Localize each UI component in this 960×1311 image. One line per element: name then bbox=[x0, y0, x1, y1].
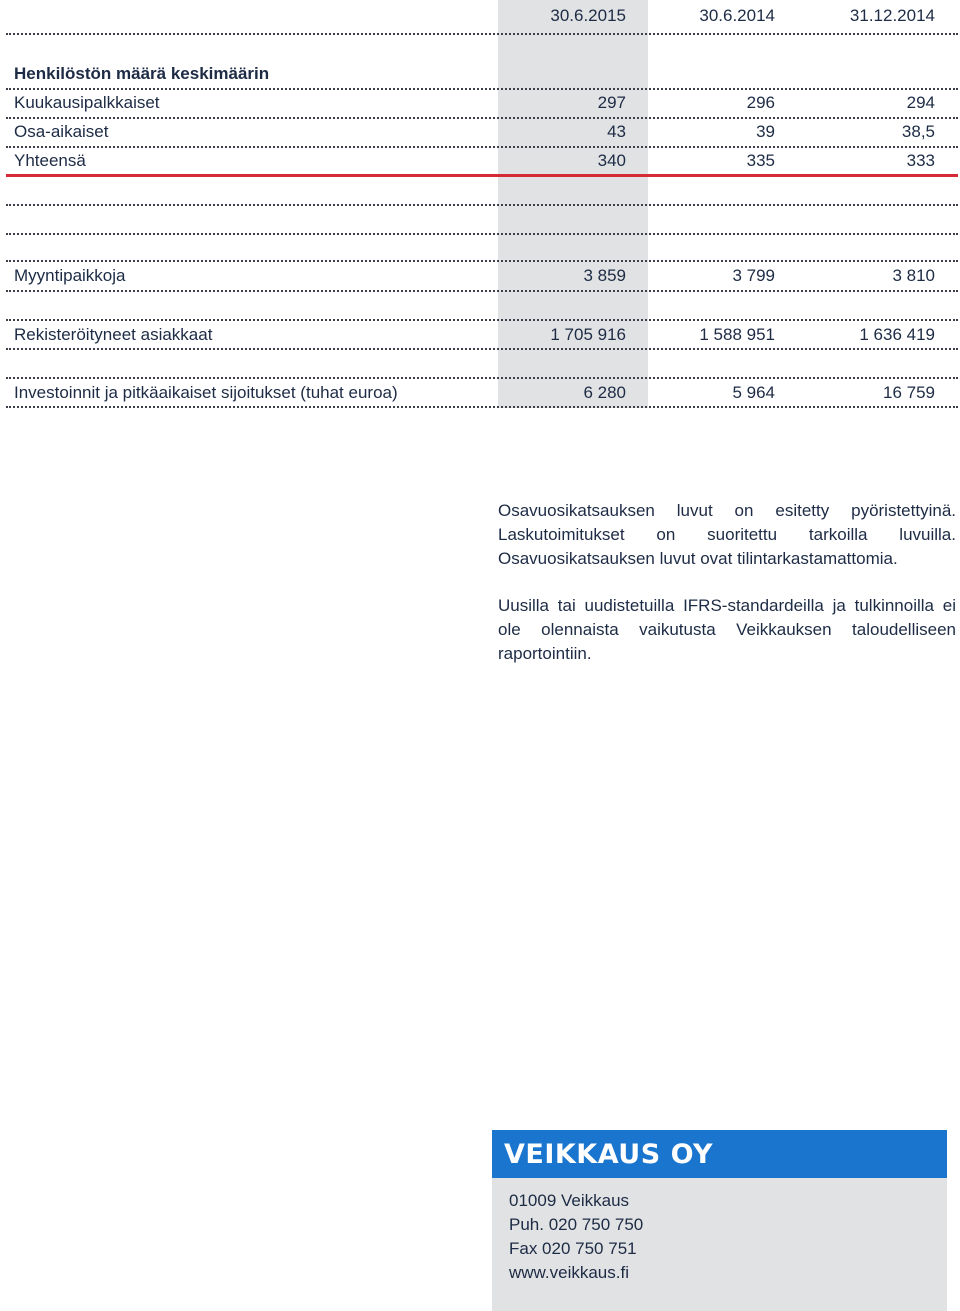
divider bbox=[6, 88, 958, 90]
cell-value: 340 bbox=[597, 151, 626, 170]
row-label: Myyntipaikkoja bbox=[14, 266, 126, 285]
divider bbox=[6, 290, 958, 292]
divider bbox=[6, 406, 958, 408]
cell-value: 333 bbox=[906, 151, 935, 170]
section-title bbox=[0, 62, 960, 86]
cell-value: 16 759 bbox=[883, 383, 935, 402]
postal-address: 01009 Veikkaus bbox=[509, 1191, 630, 1210]
cell-value: 297 bbox=[597, 93, 626, 112]
cell-value: 3 799 bbox=[732, 266, 775, 285]
cell-value: 5 964 bbox=[732, 383, 775, 402]
contact-box bbox=[492, 1130, 947, 1311]
cell-value: 1 588 951 bbox=[699, 325, 775, 344]
contact-details bbox=[509, 1189, 643, 1285]
phone-number: Puh. 020 750 750 bbox=[509, 1215, 644, 1234]
divider bbox=[6, 319, 958, 321]
table-row bbox=[0, 323, 960, 347]
column-header-30-6-2015: 30.6.2015 bbox=[550, 6, 626, 25]
divider bbox=[6, 260, 958, 262]
cell-value: 3 859 bbox=[583, 266, 626, 285]
divider bbox=[6, 348, 958, 350]
column-header-31-12-2014: 31.12.2014 bbox=[849, 6, 935, 25]
table-row bbox=[0, 381, 960, 405]
total-underline bbox=[6, 174, 958, 177]
row-label: Osa-aikaiset bbox=[14, 122, 109, 141]
cell-value: 39 bbox=[756, 122, 775, 141]
table-row bbox=[0, 120, 960, 144]
table-row bbox=[0, 264, 960, 288]
table-header-row bbox=[0, 4, 960, 28]
cell-value: 38,5 bbox=[901, 122, 935, 141]
divider bbox=[6, 377, 958, 379]
divider bbox=[6, 204, 958, 206]
fax-number: Fax 020 750 751 bbox=[509, 1239, 637, 1258]
divider bbox=[6, 146, 958, 148]
cell-value: 296 bbox=[746, 93, 775, 112]
section-title-text: Henkilöstön määrä keskimäärin bbox=[14, 64, 270, 83]
company-name: VEIKKAUS OY bbox=[504, 1139, 714, 1170]
contact-box-header bbox=[492, 1130, 947, 1178]
table-row bbox=[0, 91, 960, 115]
row-label: Yhteensä bbox=[14, 151, 86, 170]
cell-value: 1 705 916 bbox=[550, 325, 626, 344]
cell-value: 294 bbox=[906, 93, 935, 112]
divider bbox=[6, 117, 958, 119]
divider bbox=[6, 233, 958, 235]
note-rounding: Osavuosikatsauksen luvut on esitetty pyöristettyinä. Laskutoimitukset on suoritettu tarkoilla luvuilla. Osavuosikatsauksen luvut ovat tilintarkastamattomia. bbox=[498, 501, 956, 568]
column-header-30-6-2014: 30.6.2014 bbox=[699, 6, 775, 25]
table-row bbox=[0, 149, 960, 173]
divider bbox=[6, 33, 958, 35]
row-label: Kuukausipalkkaiset bbox=[14, 93, 160, 112]
cell-value: 1 636 419 bbox=[859, 325, 935, 344]
row-label: Investoinnit ja pitkäaikaiset sijoitukset (tuhat euroa) bbox=[14, 383, 398, 402]
cell-value: 43 bbox=[607, 122, 626, 141]
cell-value: 335 bbox=[746, 151, 775, 170]
note-ifrs: Uusilla tai uudistetuilla IFRS-standardeilla ja tulkinnoilla ei ole olennaista vaikutusta Veikkauksen taloudelliseen raportointiin. bbox=[498, 596, 956, 663]
website-link[interactable]: www.veikkaus.fi bbox=[509, 1263, 629, 1282]
cell-value: 6 280 bbox=[583, 383, 626, 402]
row-label: Rekisteröityneet asiakkaat bbox=[14, 325, 213, 344]
cell-value: 3 810 bbox=[892, 266, 935, 285]
